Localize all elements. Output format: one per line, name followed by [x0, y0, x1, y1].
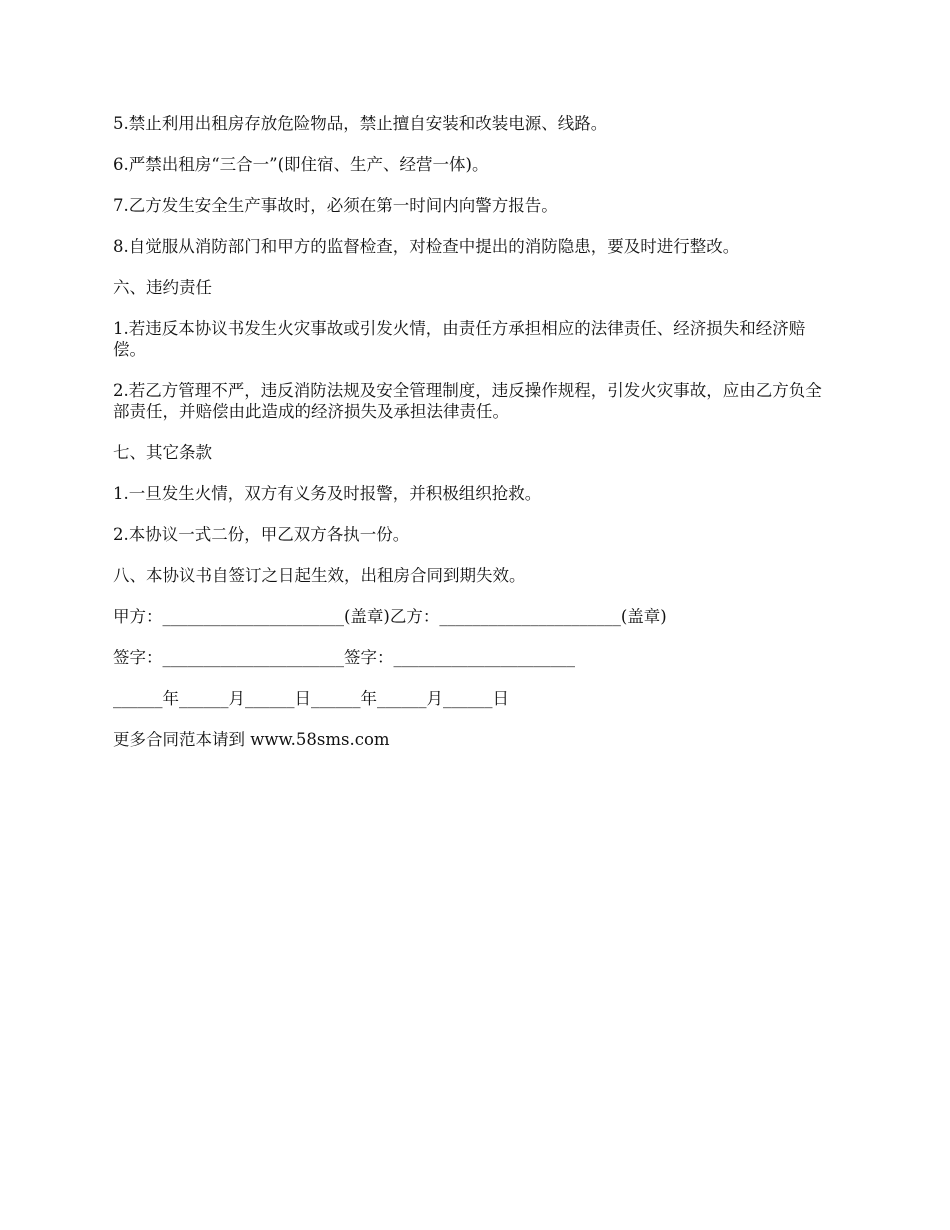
party-signature-line: 甲方：______________________(盖章)乙方：______________________(盖章) [113, 607, 667, 626]
section-8-text: 八、本协议书自签订之日起生效，出租房合同到期失效。 [113, 566, 526, 585]
footer-link-text: 更多合同范本请到 www.58sms.com [113, 730, 390, 749]
sign-line: 签字：______________________签字：______________________ [113, 648, 575, 667]
section-6-clause-1: 1.若违反本协议书发生火灾事故或引发火情，由责任方承担相应的法律责任、经济损失和经济赔偿。 [113, 319, 806, 359]
section-7-clause-1: 1.一旦发生火情，双方有义务及时报警，并积极组织抢救。 [113, 484, 542, 503]
section-7-heading: 七、其它条款 [113, 443, 212, 462]
clause-5: 5.禁止利用出租房存放危险物品，禁止擅自安装和改装电源、线路。 [113, 114, 608, 133]
clause-7: 7.乙方发生安全生产事故时，必须在第一时间内向警方报告。 [113, 196, 558, 215]
document-page [113, 113, 838, 770]
section-6-heading: 六、违约责任 [113, 278, 212, 297]
date-line: ______年______月______日______年______月______日 [113, 689, 509, 708]
section-7-clause-2: 2.本协议一式二份，甲乙双方各执一份。 [113, 525, 410, 544]
clause-6: 6.严禁出租房“三合一”(即住宿、生产、经营一体)。 [113, 155, 489, 174]
section-6-clause-2: 2.若乙方管理不严，违反消防法规及安全管理制度，违反操作规程，引发火灾事故，应由乙方负全部责任，并赔偿由此造成的经济损失及承担法律责任。 [113, 381, 822, 421]
clause-8: 8.自觉服从消防部门和甲方的监督检查，对检查中提出的消防隐患，要及时进行整改。 [113, 237, 740, 256]
